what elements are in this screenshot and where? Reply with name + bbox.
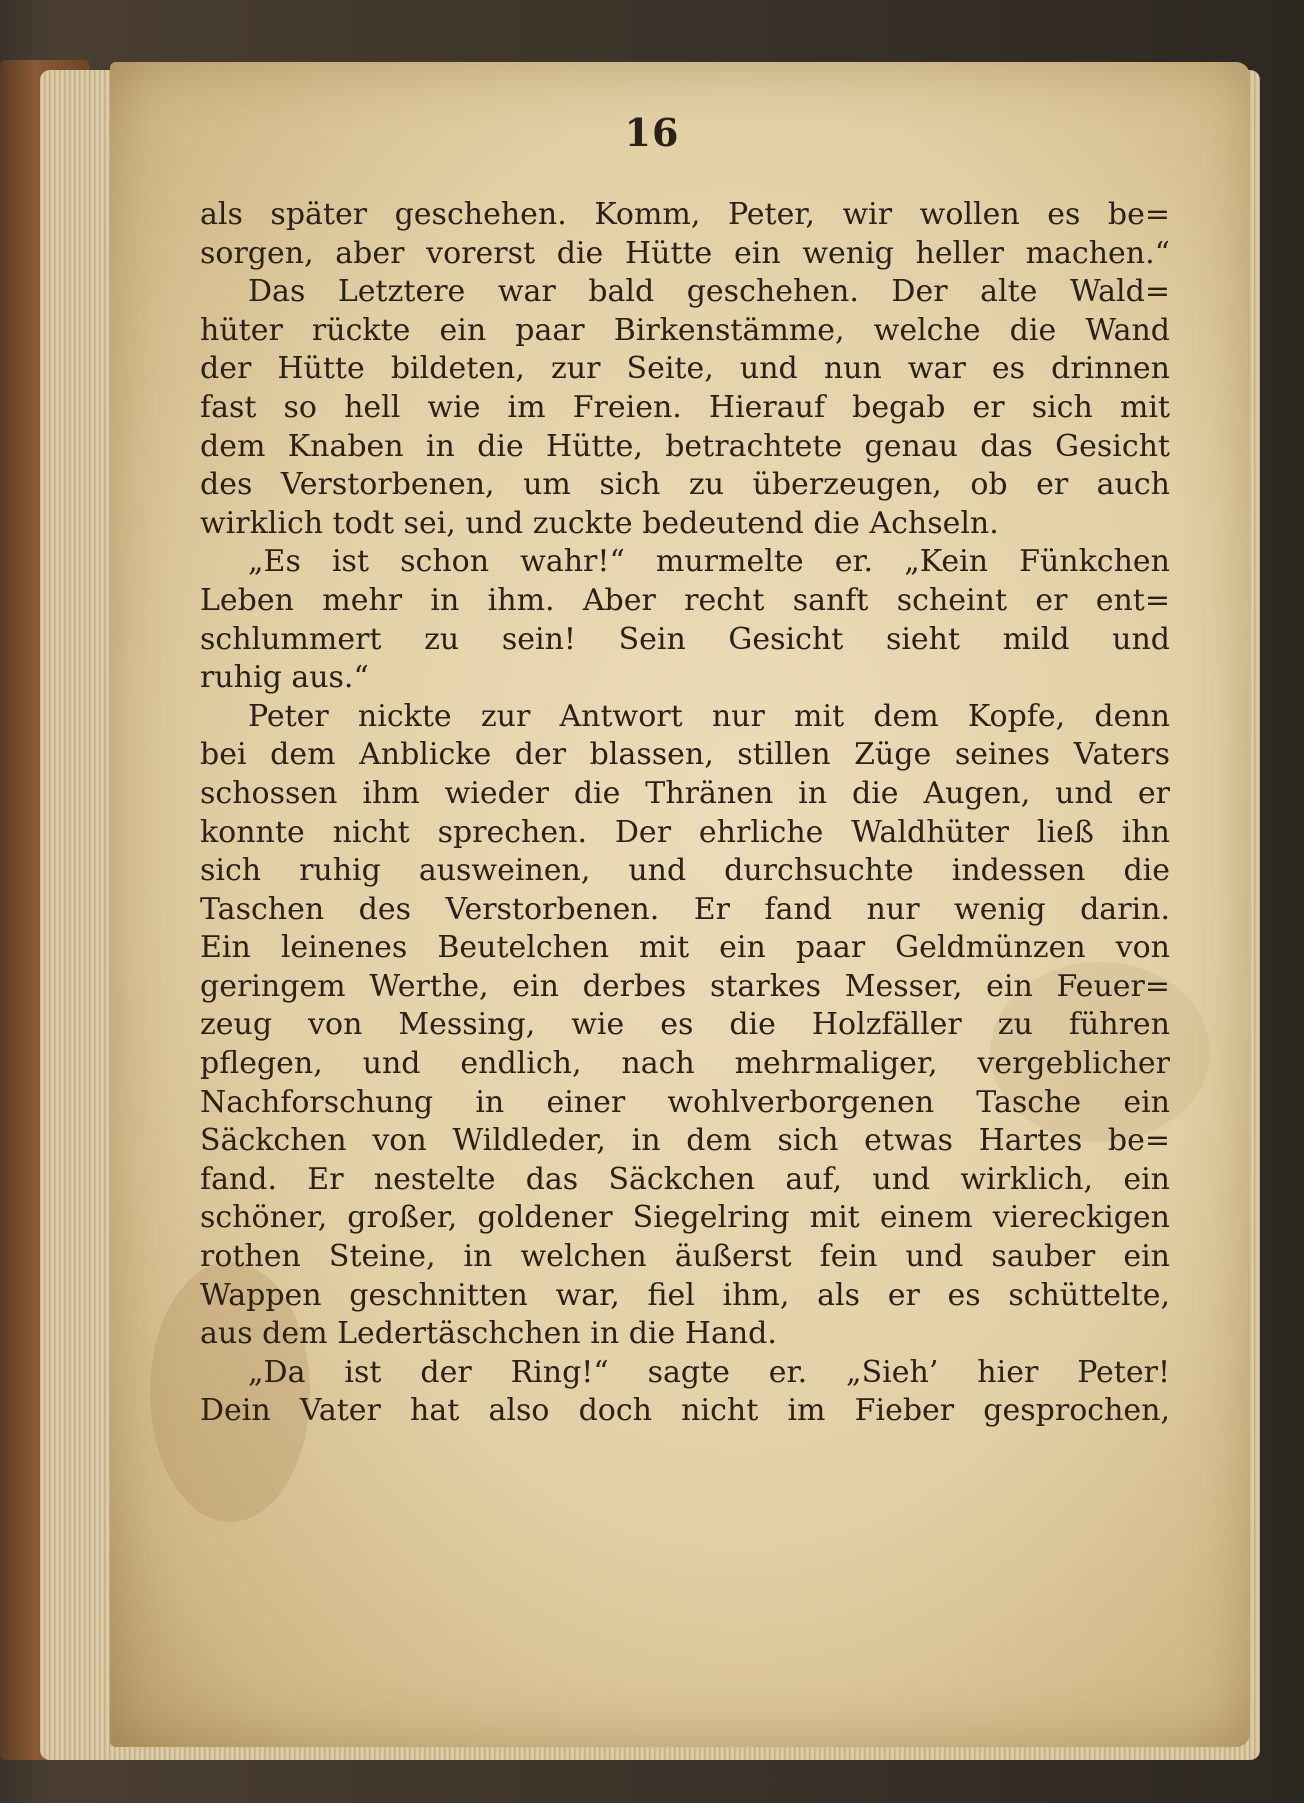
text-line: sorgen, aber vorerst die Hütte ein wenig heller machen.“ (200, 235, 1170, 271)
text-line: Peter nickte zur Antwort nur mit dem Kopfe, denn (248, 698, 1170, 734)
body-text (200, 196, 1170, 1431)
text-line: „Es ist schon wahr!“ murmelte er. „Kein Fünkchen (248, 544, 1170, 580)
text-line: Ein leinenes Beutelchen mit ein paar Geldmünzen von (200, 930, 1170, 966)
text-line: als später geschehen. Komm, Peter, wir wollen es be= (200, 197, 1170, 232)
text-line: rothen Steine, in welchen äußerst fein und sauber ein (200, 1239, 1170, 1275)
text-line: pflegen, und endlich, nach mehrmaliger, vergeblicher (200, 1046, 1170, 1082)
text-line: ruhig aus.“ (200, 660, 369, 696)
text-line: zeug von Messing, wie es die Holzfäller zu führen (200, 1007, 1170, 1043)
text-line: schossen ihm wieder die Thränen in die Augen, und er (200, 775, 1170, 811)
text-line: geringem Werthe, ein derbes starkes Messer, ein Feuer= (200, 968, 1170, 1004)
text-line: konnte nicht sprechen. Der ehrliche Waldhüter ließ ihn (200, 814, 1170, 850)
text-line: fast so hell wie im Freien. Hierauf begab er sich mit (200, 389, 1170, 425)
text-line: des Verstorbenen, um sich zu überzeugen, ob er auch (200, 467, 1170, 503)
text-line: „Da ist der Ring!“ sagte er. „Sieh’ hier Peter! (248, 1354, 1170, 1390)
text-line: aus dem Ledertäschchen in die Hand. (200, 1316, 777, 1352)
text-line: Nachforschung in einer wohlverborgenen Tasche ein (200, 1084, 1170, 1120)
text-line: Säckchen von Wildleder, in dem sich etwas Hartes be= (200, 1123, 1170, 1159)
text-line: wirklich todt sei, und zuckte bedeutend die Achseln. (200, 505, 999, 541)
text-line: hüter rückte ein paar Birkenstämme, welche die Wand (200, 312, 1170, 348)
text-line: schöner, großer, goldener Siegelring mit einem viereckigen (200, 1200, 1170, 1236)
text-line: Das Letztere war bald geschehen. Der alte Wald= (248, 274, 1170, 310)
text-line: fand. Er nestelte das Säckchen auf, und wirklich, ein (200, 1161, 1170, 1197)
text-line: schlummert zu sein! Sein Gesicht sieht mild und (200, 621, 1170, 657)
text-line: der Hütte bildeten, zur Seite, und nun war es drinnen (200, 351, 1170, 387)
text-line: Leben mehr in ihm. Aber recht sanft scheint er ent= (200, 582, 1170, 618)
text-line: Taschen des Verstorbenen. Er fand nur wenig darin. (200, 891, 1170, 927)
text-line: Dein Vater hat also doch nicht im Fieber gesprochen, (200, 1393, 1170, 1429)
text-line: sich ruhig ausweinen, und durchsuchte indessen die (200, 853, 1170, 889)
text-line: Wappen geschnitten war, fiel ihm, als er es schüttelte, (200, 1277, 1170, 1313)
page-number: 16 (624, 110, 680, 155)
text-line: bei dem Anblicke der blassen, stillen Züge seines Vaters (200, 737, 1170, 773)
text-line: dem Knaben in die Hütte, betrachtete genau das Gesicht (200, 428, 1170, 464)
